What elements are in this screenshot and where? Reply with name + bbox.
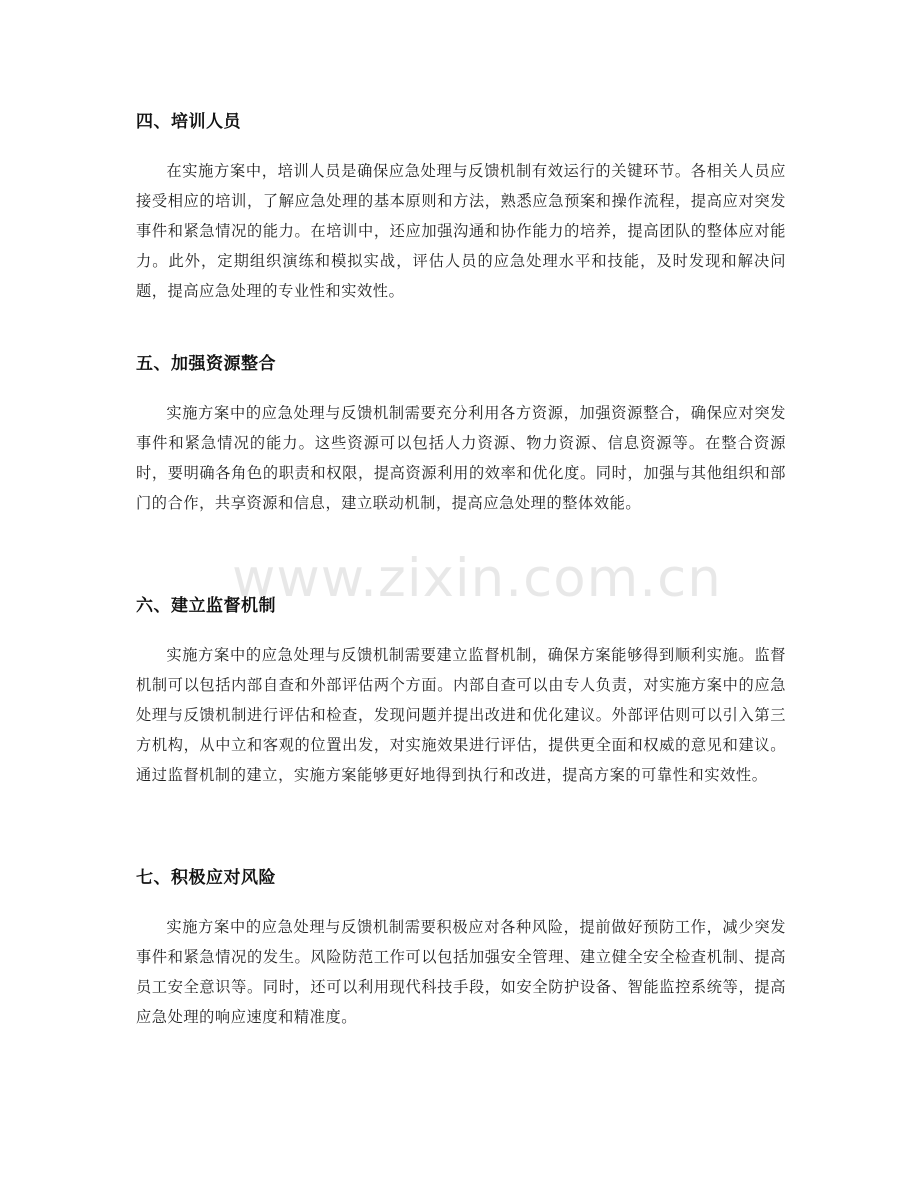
section-paragraph: 实施方案中的应急处理与反馈机制需要建立监督机制，确保方案能够得到顺利实施。监督机制可以包括内部自查和外部评估两个方面。内部自查可以由专人负责，对实施方案中的应急处理与反馈机制进行评估和检查，发现问题并提出改进和优化建议。外部评估则可以引入第三方机构，从中立和客观的位置出发，对实施效果进行评估，提供更全面和权威的意见和建议。通过监督机制的建立，实施方案能够更好地得到执行和改进，提高方案的可靠性和实效性。 — [136, 646, 786, 784]
section-risk-response — [136, 866, 786, 1032]
section-supervision-mechanism — [136, 594, 786, 790]
section-heading: 七、积极应对风险 — [136, 868, 276, 888]
section-training-personnel — [136, 110, 786, 306]
section-paragraph: 实施方案中的应急处理与反馈机制需要充分利用各方资源，加强资源整合，确保应对突发事件和紧急情况的能力。这些资源可以包括人力资源、物力资源、信息资源等。在整合资源时，要明确各角色的职责和权限，提高资源利用的效率和优化度。同时，加强与其他组织和部门的合作，共享资源和信息，建立联动机制，提高应急处理的整体效能。 — [136, 404, 786, 512]
section-resource-integration — [136, 352, 786, 518]
watermark: www.zixin.com.cn — [232, 548, 722, 609]
section-paragraph: 实施方案中的应急处理与反馈机制需要积极应对各种风险，提前做好预防工作，减少突发事件和紧急情况的发生。风险防范工作可以包括加强安全管理、建立健全安全检查机制、提高员工安全意识等。同时，还可以利用现代科技手段，如安全防护设备、智能监控系统等，提高应急处理的响应速度和精准度。 — [136, 918, 786, 1026]
section-heading: 六、建立监督机制 — [136, 596, 276, 616]
section-heading: 五、加强资源整合 — [136, 354, 276, 374]
section-heading: 四、培训人员 — [136, 112, 241, 132]
section-paragraph: 在实施方案中，培训人员是确保应急处理与反馈机制有效运行的关键环节。各相关人员应接受相应的培训，了解应急处理的基本原则和方法，熟悉应急预案和操作流程，提高应对突发事件和紧急情况的能力。在培训中，还应加强沟通和协作能力的培养，提高团队的整体应对能力。此外，定期组织演练和模拟实战，评估人员的应急处理水平和技能，及时发现和解决问题，提高应急处理的专业性和实效性。 — [136, 162, 786, 300]
